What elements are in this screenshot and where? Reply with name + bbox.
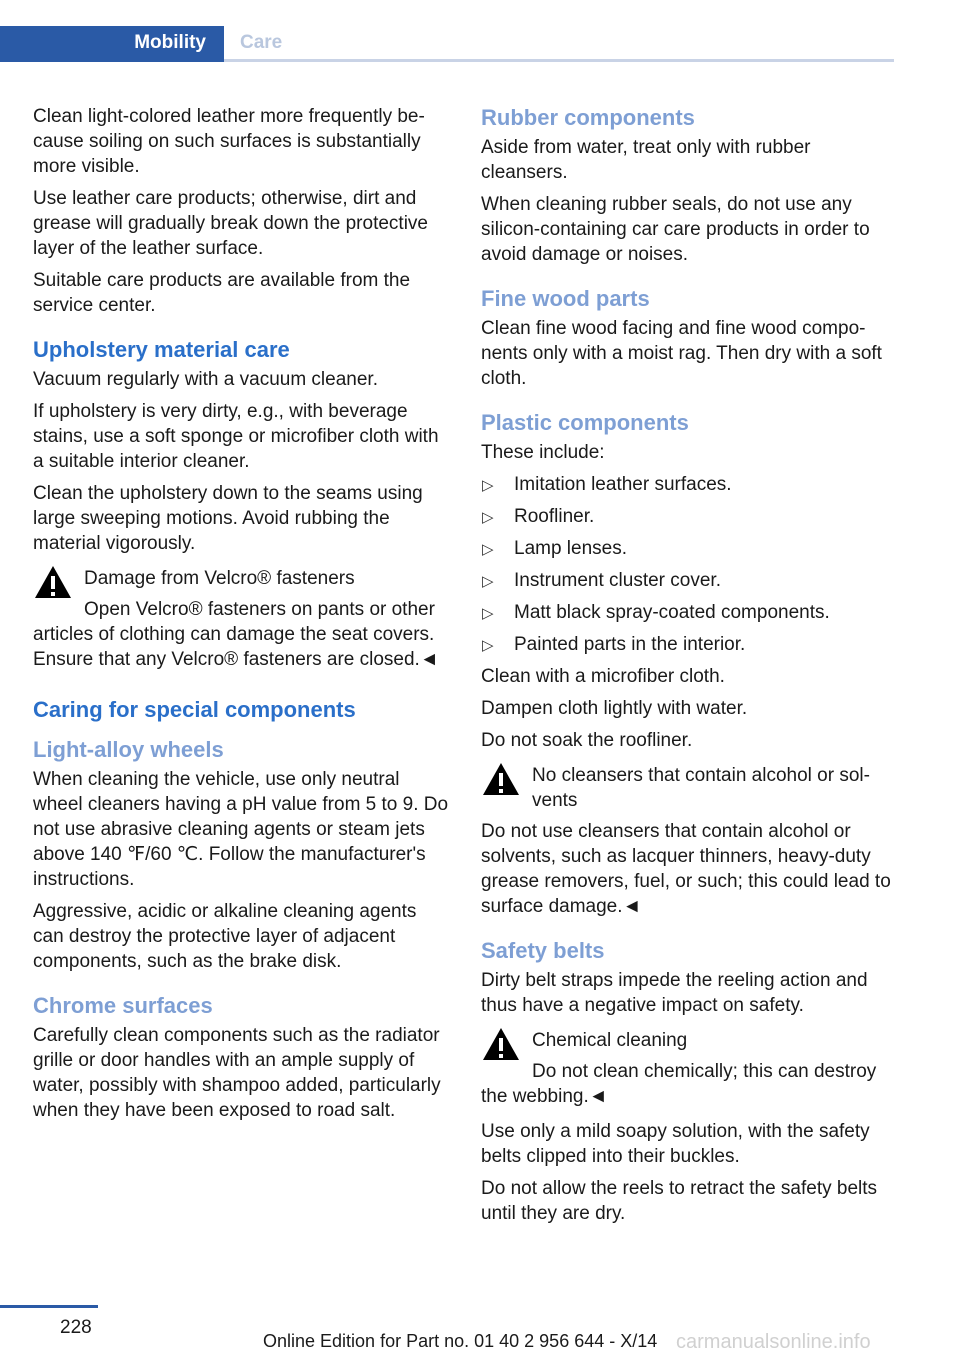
- list-item: [481, 568, 895, 593]
- warning-title: Damage from Velcro® fasteners: [84, 568, 355, 589]
- paragraph: Aside from water, treat only with rubber cleansers.: [481, 137, 811, 183]
- heading-plastic: Plastic components: [481, 410, 689, 435]
- heading-safety-belts: Safety belts: [481, 938, 605, 963]
- paragraph: Do not soak the roofliner.: [481, 730, 693, 751]
- paragraph: Clean the upholstery down to the seams using large sweeping motions. Avoid rubbing the material vigorously.: [33, 483, 423, 554]
- list-item-text: Painted parts in the interior.: [514, 634, 746, 655]
- paragraph: When cleaning the vehicle, use only neutral wheel cleaners having a pH value from 5 to 9. Do not use abrasive cleaning agents or steam jets above 140 ℉/60 ℃. Follow the manufacturer's instructions.: [33, 769, 449, 890]
- heading-wheels: Light-alloy wheels: [33, 737, 224, 762]
- paragraph: If upholstery is very dirty, e.g., with beverage stains, use a soft sponge or microfiber cloth with a suitable interior cleaner.: [33, 401, 439, 472]
- list-item: [481, 632, 895, 657]
- paragraph: Aggressive, acidic or alkaline cleaning agents can destroy the protective layer of adjacent components, such as the brake disk.: [33, 901, 417, 972]
- page-header: [0, 26, 894, 62]
- paragraph: Suitable care products are available from the service center.: [33, 270, 411, 316]
- list-item-text: Imitation leather surfaces.: [514, 474, 732, 495]
- warning-chemical: [481, 1028, 895, 1109]
- warning-velcro: [33, 566, 451, 672]
- heading-rubber: Rubber components: [481, 105, 695, 130]
- plastic-list: [481, 472, 895, 657]
- right-column: [481, 104, 895, 1233]
- paragraph: Carefully clean components such as the radiator grille or door handles with an ample supply of water, possibly with shampoo added, particularly when they have been exposed to road salt.: [33, 1025, 441, 1121]
- tab-mobility-label: Mobility: [134, 32, 206, 53]
- warning-body: Do not use cleansers that contain alcohol or solvents, such as lacquer thinners, heavy-duty grease removers, fuel, or such; this could lead to surface damage.◄: [481, 821, 891, 917]
- triangle-bullet-icon: ▷: [482, 477, 494, 494]
- paragraph: Do not allow the reels to retract the safety belts until they are dry.: [481, 1178, 878, 1224]
- list-item-text: Lamp lenses.: [514, 538, 628, 559]
- watermark: carmanualsonline.info: [676, 1331, 871, 1353]
- heading-wood: Fine wood parts: [481, 286, 650, 311]
- paragraph: Vacuum regularly with a vacuum cleaner.: [33, 369, 378, 390]
- list-item: [481, 600, 895, 625]
- header-rule: [224, 59, 894, 62]
- paragraph: Use only a mild soapy solution, with the safety belts clipped into their buckles.: [481, 1121, 870, 1167]
- triangle-bullet-icon: ▷: [482, 541, 494, 558]
- triangle-bullet-icon: ▷: [482, 605, 494, 622]
- paragraph: Clean with a microfiber cloth.: [481, 666, 725, 687]
- paragraph: Dampen cloth lightly with water.: [481, 698, 748, 719]
- tab-mobility[interactable]: [0, 26, 224, 62]
- list-item-text: Matt black spray-coated components.: [514, 602, 830, 623]
- triangle-bullet-icon: ▷: [482, 573, 494, 590]
- warning-title: Chemical cleaning: [532, 1030, 688, 1051]
- list-item: [481, 536, 895, 561]
- left-column: [33, 104, 451, 1130]
- paragraph: These include:: [481, 442, 605, 463]
- paragraph: Use leather care products; otherwise, dirt and grease will gradually break down the protective layer of the leather surface.: [33, 188, 428, 259]
- page-number: 228: [60, 1317, 92, 1338]
- paragraph: Clean light-colored leather more frequently because soiling on such surfaces is substantially more visible.: [33, 106, 425, 177]
- list-item-text: Roofliner.: [514, 506, 595, 527]
- warning-title: No cleansers that contain alcohol or solvents: [532, 765, 870, 811]
- heading-upholstery: Upholstery material care: [33, 337, 290, 362]
- paragraph: Clean fine wood facing and fine wood components only with a moist rag. Then dry with a soft cloth.: [481, 318, 882, 389]
- footer-rule: [0, 1305, 98, 1308]
- warning-cleansers: [481, 763, 895, 919]
- heading-chrome: Chrome surfaces: [33, 993, 213, 1018]
- triangle-bullet-icon: ▷: [482, 637, 494, 654]
- edition-note: Online Edition for Part no. 01 40 2 956 644 - X/14: [263, 1331, 658, 1351]
- paragraph: When cleaning rubber seals, do not use any silicon-containing car care products in order to avoid damage or noises.: [481, 194, 870, 265]
- warning-body: Do not clean chemically; this can destroy the webbing.◄: [481, 1061, 877, 1107]
- list-item: [481, 472, 895, 497]
- list-item-text: Instrument cluster cover.: [514, 570, 721, 591]
- tab-care[interactable]: Care: [240, 32, 283, 53]
- paragraph: Dirty belt straps impede the reeling action and thus have a negative impact on safety.: [481, 970, 868, 1016]
- warning-body: Open Velcro® fasteners on pants or other articles of clothing can damage the seat covers. Ensure that any Velcro® fasteners are closed.◄: [33, 599, 439, 670]
- list-item: [481, 504, 895, 529]
- triangle-bullet-icon: ▷: [482, 509, 494, 526]
- heading-special-components: Caring for special components: [33, 697, 356, 722]
